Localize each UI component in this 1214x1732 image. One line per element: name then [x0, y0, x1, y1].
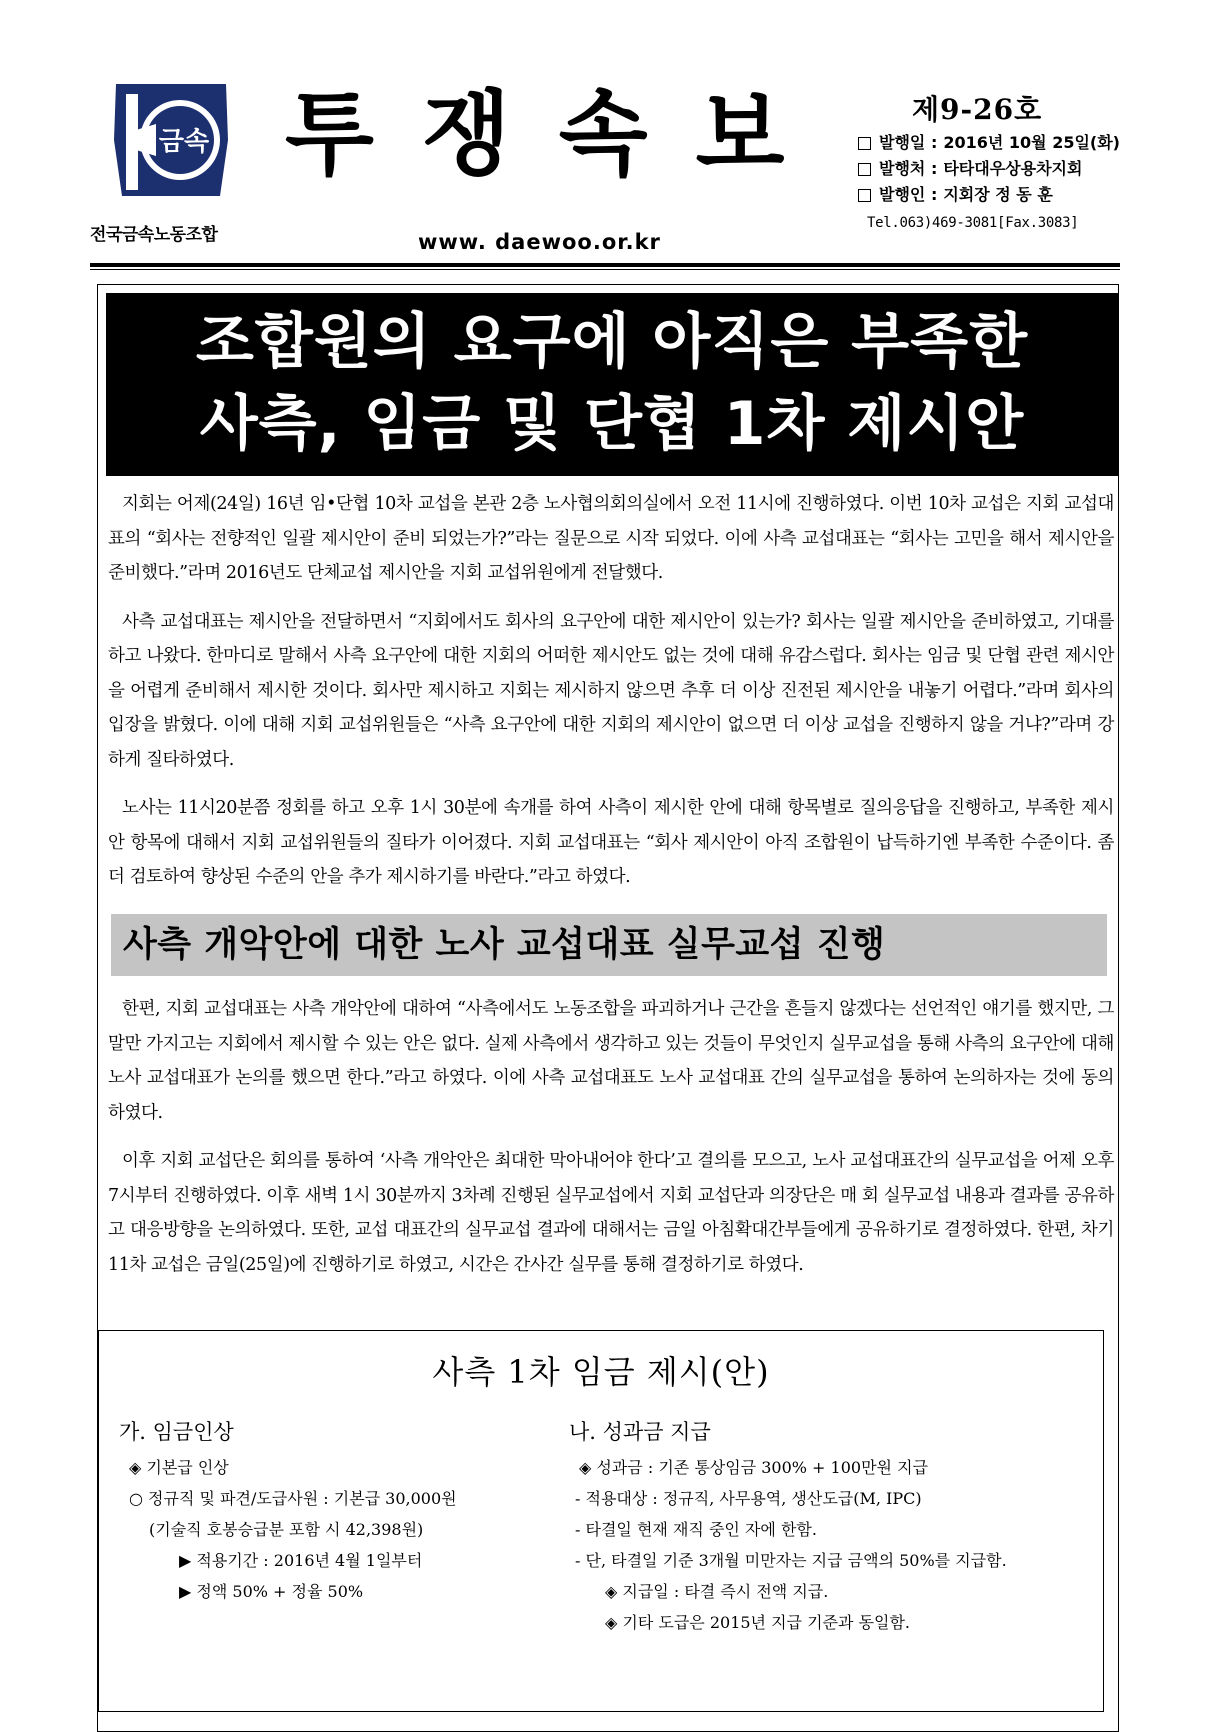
headline-line-1: 조합원의 요구에 아직은 부족한 [195, 307, 1029, 377]
wage-increase-column [119, 1417, 457, 1607]
bonus-heading: 나. 성과금 지급 [569, 1420, 711, 1444]
pub-date-row [858, 130, 1120, 156]
newsletter-title: 투쟁속보 [285, 80, 833, 188]
publisher-row [858, 156, 1120, 182]
publication-info [858, 130, 1120, 208]
list-item: ▶ 적용기간 : 2016년 4월 1일부터 [179, 1551, 423, 1570]
publisher-label: 발행처 : [879, 159, 938, 178]
wage-increase-heading: 가. 임금인상 [119, 1420, 234, 1444]
paragraph: 한편, 지회 교섭대표는 사측 개악안에 대하여 “사측에서도 노동조합을 파괴하거나 근간을 흔들지 않겠다는 선언적인 얘기를 했지만, 그 말만 가지고는 지회에서 제시할 수 있는 안은 없다. 실제 사측에서 생각하고 있는 것들이 무엇인지 실무교섭을 통해 사측의 요구안에 대해 노사 교섭대표가 논의를 했으면 한다.”라고 하였다. 이에 사측 교섭대표도 노사 교섭대표 간의 실무교섭을 통하여 논의하자는 것에 동의하였다. [108, 999, 1114, 1123]
union-name: 전국금속노동조합 [90, 225, 218, 245]
publisher-value: 타타대우상용차지회 [943, 159, 1083, 178]
issuer-value: 지회장 정 동 훈 [943, 185, 1053, 204]
checkbox-square-icon [858, 137, 871, 150]
logo-text: 금속 [158, 127, 210, 157]
headline-line-2: 사측, 임금 및 단협 1차 제시안 [199, 389, 1025, 459]
section-subheadline: 사측 개악안에 대한 노사 교섭대표 실무교섭 진행 [111, 914, 1107, 976]
checkbox-square-icon [858, 189, 871, 202]
list-item: (기술직 호봉승급분 포함 시 42,398원) [149, 1520, 424, 1539]
union-logo-icon [108, 80, 234, 200]
issuer-row [858, 182, 1120, 208]
list-item: - 적용대상 : 정규직, 사무용역, 생산도급(M, IPC) [575, 1489, 922, 1508]
issue-number: 제9-26호 [912, 93, 1043, 126]
website-url[interactable]: www. daewoo.or.kr [418, 230, 661, 254]
pub-date-value: 2016년 10월 25일(화) [943, 133, 1120, 152]
list-item: - 타결일 현재 재직 중인 자에 한함. [575, 1520, 817, 1539]
pub-date-label: 발행일 : [879, 133, 938, 152]
list-item: ◈ 기타 도급은 2015년 지급 기준과 동일함. [605, 1613, 911, 1632]
list-item: ▶ 정액 50% + 정율 50% [179, 1582, 364, 1601]
checkbox-square-icon [858, 163, 871, 176]
list-item: ◈ 성과금 : 기존 통상임금 300% + 100만원 지급 [579, 1458, 928, 1477]
list-item: ◈ 기본급 인상 [129, 1458, 229, 1477]
masthead-divider-thin [90, 269, 1120, 270]
list-item: - 단, 타결일 기준 3개월 미만자는 지급 금액의 50%를 지급함. [575, 1551, 1007, 1570]
article-body-1 [108, 487, 1114, 909]
union-logo [108, 80, 234, 200]
masthead-divider [90, 263, 1120, 267]
wage-proposal-box [98, 1330, 1104, 1712]
contact-phone: Tel.063)469-3081[Fax.3083] [867, 215, 1079, 231]
paragraph: 노사는 11시20분쯤 정회를 하고 오후 1시 30분에 속개를 하여 사측이 제시한 안에 대해 항목별로 질의응답을 진행하고, 부족한 제시안 항목에 대해서 지회 교섭위원들의 질타가 이어졌다. 지회 교섭대표는 “회사 제시안이 아직 조합원이 납득하기엔 부족한 수준이다. 좀 더 검토하여 향상된 수준의 안을 추가 제시하기를 바란다.”라고 하였다. [108, 798, 1114, 887]
paragraph: 지회는 어제(24일) 16년 임•단협 10차 교섭을 본관 2층 노사협의회의실에서 오전 11시에 진행하였다. 이번 10차 교섭은 지회 교섭대표의 “회사는 전향적인 일괄 제시안이 준비 되었는가?”라는 질문으로 시작 되었다. 이에 사측 교섭대표는 “회사는 고민을 해서 제시안을 준비했다.”라며 2016년도 단체교섭 제시안을 지회 교섭위원에게 전달했다. [108, 494, 1114, 583]
paragraph: 이후 지회 교섭단은 회의를 통하여 ‘사측 개악안은 최대한 막아내어야 한다’고 결의를 모으고, 노사 교섭대표간의 실무교섭을 어제 오후 7시부터 진행하였다. 이후 새벽 1시 30분까지 3차례 진행된 실무교섭에서 지회 교섭단과 의장단은 매 회 실무교섭 내용과 결과를 공유하고 대응방향을 논의하였다. 또한, 교섭 대표간의 실무교섭 결과에 대해서는 금일 아침확대간부들에게 공유하기로 결정하였다. 한편, 차기 11차 교섭은 금일(25일)에 진행하기로 하였고, 시간은 간사간 실무를 통해 결정하기로 하였다. [108, 1151, 1114, 1275]
paragraph: 사측 교섭대표는 제시안을 전달하면서 “지회에서도 회사의 요구안에 대한 제시안이 있는가? 회사는 일괄 제시안을 준비하였고, 기대를 하고 나왔다. 한마디로 말해서 사측 요구안에 대한 지회의 어떠한 제시안도 없는 것에 대해 유감스럽다. 회사는 임금 및 단협 관련 제시안을 어렵게 준비해서 제시한 것이다. 회사만 제시하고 지회는 제시하지 않으면 추후 더 이상 진전된 제시안을 내놓기 어렵다.”라며 회사의 입장을 밝혔다. 이에 대해 지회 교섭위원들은 “사측 요구안에 대한 지회의 제시안이 없으면 더 이상 교섭을 진행하지 않을 거냐?”라며 강하게 질타하였다. [108, 611, 1114, 770]
bonus-column [569, 1417, 1007, 1638]
article-body-2 [108, 992, 1114, 1296]
list-item: ○ 정규직 및 파견/도급사원 : 기본급 30,000원 [129, 1489, 457, 1508]
list-item: ◈ 지급일 : 타결 즉시 전액 지급. [605, 1582, 829, 1601]
main-headline [106, 293, 1118, 476]
wage-proposal-title: 사측 1차 임금 제시(안) [432, 1353, 770, 1391]
issuer-label: 발행인 : [879, 185, 938, 204]
